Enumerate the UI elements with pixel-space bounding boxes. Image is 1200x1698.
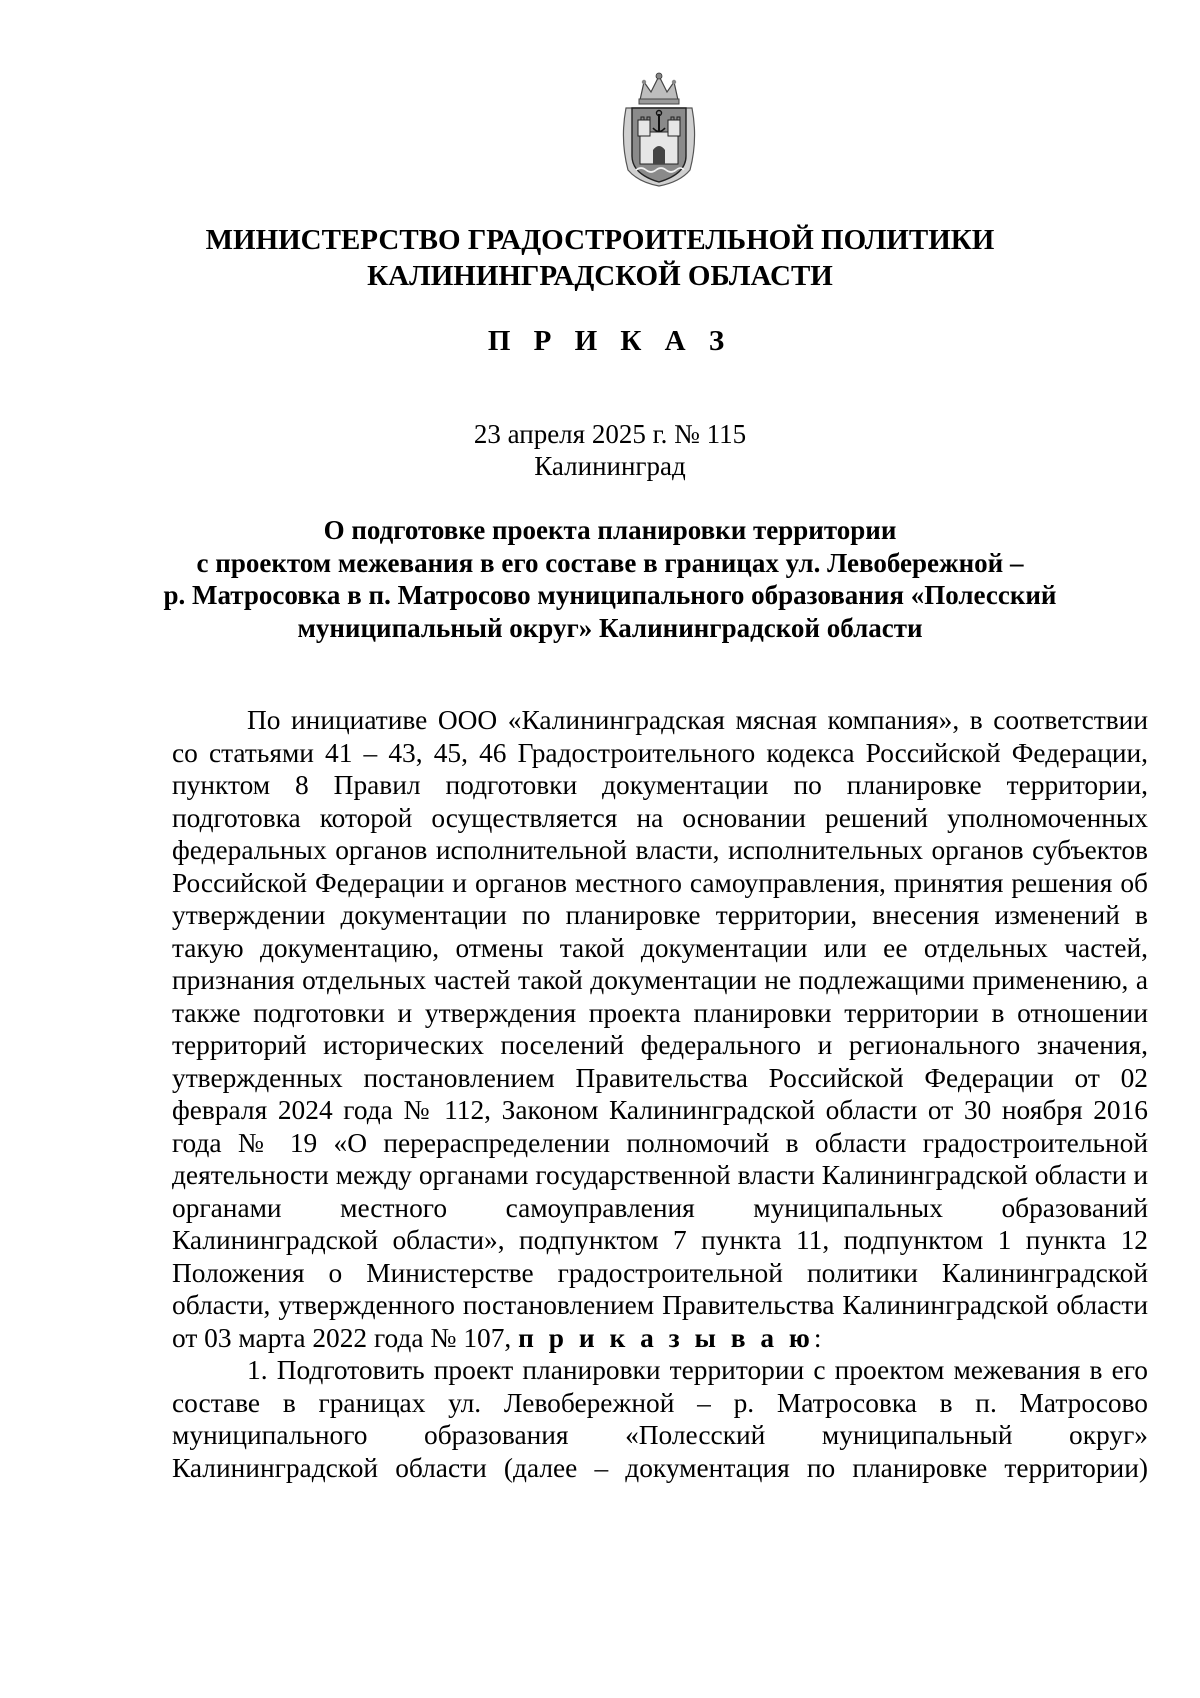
coat-of-arms-emblem bbox=[618, 70, 700, 188]
document-body bbox=[172, 704, 1148, 1484]
subject-line4: муниципальный округ» Калининградской области bbox=[297, 612, 923, 643]
preamble-paragraph bbox=[172, 704, 1148, 1354]
document-meta bbox=[150, 418, 1070, 482]
document-type: П Р И К А З bbox=[487, 325, 733, 357]
date-number: 23 апреля 2025 г. № 115 bbox=[473, 419, 747, 449]
ministry-name bbox=[150, 222, 1050, 294]
subject-line3: р. Матросовка в п. Матросово муниципального образования «Полесский bbox=[163, 580, 1057, 610]
ministry-name-line2: КАЛИНИНГРАДСКОЙ ОБЛАСТИ bbox=[367, 260, 833, 292]
decree-word: п р и к а з ы в а ю bbox=[518, 1322, 814, 1353]
preamble-text: По инициативе ООО «Калининградская мясная компания», в соответствии со статьями 41 – 43, 45, 46 Градостроительного кодекса Российской Федерации, пунктом 8 Правил подготовки документации по планировке территории, подготовка которой осуществляется на основании решений уполномоченных федеральных органов исполнительной власти, исполнительных органов субъектов Российской Федерации и органов местного самоуправления, принятия решения об утверждении документации по планировке территории, внесения изменений в такую документацию, отмены такой документации или ее отдельных частей, признания отдельных частей такой документации не подлежащими применению, а также подготовки и утверждения проекта планировки территории в отношении территорий исторических поселений федерального и регионального значения, утвержденных постановлением Правительства Российской Федерации от 02 февраля 2024 года № 112, Законом Калининградской области от 30 ноября 2016 года № 19 «О перераспределении полномочий в области градостроительной деятельности между органами государственной власти Калининградской области и органами местного самоуправления муниципальных образований Калининградской области», подпунктом 7 пункта 11, подпунктом 1 пункта 12 Положения о Министерстве градостроительной политики Калининградской области, утвержденного постановлением Правительства Калининградской области от 03 марта 2022 года № 107, bbox=[172, 705, 1148, 1353]
subject-line1: О подготовке проекта планировки территории bbox=[323, 515, 897, 545]
item-1-paragraph: 1. Подготовить проект планировки территории с проектом межевания в его составе в границах ул. Левобережной – р. Матросовка в п. Матросово муниципального образования «Полесский муниципальный округ» Калининградской области (далее – документация по планировке территории) bbox=[172, 1355, 1148, 1483]
city: Калининград bbox=[534, 451, 686, 481]
decree-colon: : bbox=[813, 1322, 822, 1353]
subject-line2: с проектом межевания в его составе в границах ул. Левобережной – bbox=[196, 547, 1024, 578]
document-subject bbox=[150, 514, 1070, 644]
ministry-name-line1: МИНИСТЕРСТВО ГРАДОСТРОИТЕЛЬНОЙ ПОЛИТИКИ bbox=[205, 224, 995, 256]
